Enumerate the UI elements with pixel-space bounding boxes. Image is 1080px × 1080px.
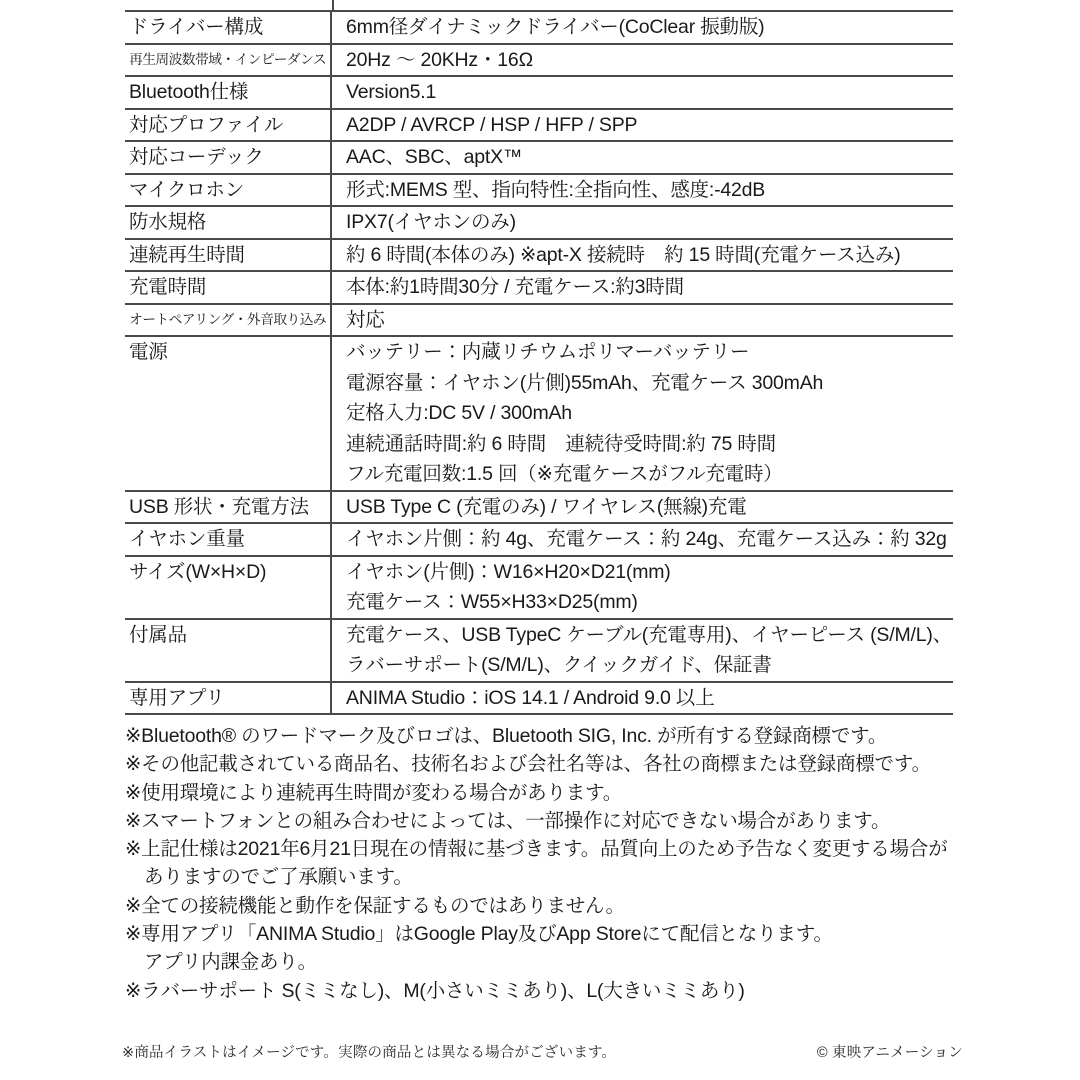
spec-label bbox=[125, 175, 332, 206]
spec-label-text: 防水規格 bbox=[129, 211, 207, 233]
footnote-text: ※全ての接続機能と動作を保証するものではありません。 bbox=[125, 894, 625, 917]
footnote-item bbox=[125, 750, 975, 778]
spec-value-line: 連続通話時間:約 6 時間 連続待受時間:約 75 時間 bbox=[346, 432, 776, 455]
spec-value-line: フル充電回数:1.5 回（※充電ケースがフル充電時） bbox=[346, 463, 783, 485]
spec-value-line: 本体:約1時間30分 / 充電ケース:約3時間 bbox=[346, 276, 684, 298]
spec-table bbox=[125, 10, 953, 715]
spec-label bbox=[125, 524, 332, 555]
spec-label-text: USB 形状・充電方法 bbox=[129, 495, 309, 518]
table-row bbox=[125, 557, 953, 620]
spec-label-text: 充電時間 bbox=[129, 276, 207, 298]
table-row bbox=[125, 337, 953, 492]
footnote-text: ※使用環境により連続再生時間が変わる場合があります。 bbox=[125, 781, 623, 804]
spec-value-line: 約 6 時間(本体のみ) ※apt-X 接続時 約 15 時間(充電ケース込み) bbox=[346, 243, 901, 266]
spec-label bbox=[125, 337, 332, 490]
footnote-item bbox=[125, 779, 975, 807]
spec-label-text: 電源 bbox=[129, 341, 168, 363]
spec-value bbox=[332, 557, 953, 618]
spec-value-line: 6mm径ダイナミックドライバー(CoClear 振動版) bbox=[346, 16, 765, 38]
spec-label bbox=[125, 557, 332, 618]
spec-value bbox=[332, 110, 953, 141]
spec-value-line: AAC、SBC、aptX™ bbox=[346, 146, 523, 168]
table-row bbox=[125, 272, 953, 305]
spec-label-text: マイクロホン bbox=[129, 178, 245, 201]
spec-value bbox=[332, 175, 953, 206]
spec-value-line: 電源容量：イヤホン(片側)55mAh、充電ケース 300mAh bbox=[346, 371, 824, 394]
spec-label bbox=[125, 110, 332, 141]
spec-label bbox=[125, 142, 332, 173]
spec-label bbox=[125, 12, 332, 43]
footnote-text: ※その他記載されている商品名、技術名および会社名等は、各社の商標または登録商標です。 bbox=[125, 753, 931, 776]
table-row bbox=[125, 207, 953, 240]
table-row bbox=[125, 305, 953, 338]
spec-label bbox=[125, 240, 332, 271]
spec-value bbox=[332, 240, 953, 271]
spec-value-line: 形式:MEMS 型、指向特性:全指向性、感度:-42dB bbox=[346, 178, 766, 201]
table-row bbox=[125, 524, 953, 557]
spec-value bbox=[332, 207, 953, 238]
spec-value bbox=[332, 524, 953, 555]
table-row bbox=[125, 683, 953, 716]
footnote-text-continued: ありますのでご了承願います。 bbox=[144, 866, 413, 889]
spec-value bbox=[332, 77, 953, 108]
spec-value-line: 20Hz ～ 20KHz・16Ω bbox=[346, 48, 533, 71]
spec-value-line: USB Type C (充電のみ) / ワイヤレス(無線)充電 bbox=[346, 495, 747, 518]
spec-value bbox=[332, 337, 953, 490]
footnote-text: ※ラバーサポート S(ミミなし)、M(小さいミミあり)、L(大きいミミあり) bbox=[125, 979, 745, 1002]
spec-value bbox=[332, 12, 953, 43]
spec-value-line: ANIMA Studio：iOS 14.1 / Android 9.0 以上 bbox=[346, 686, 715, 709]
footnote-item bbox=[125, 835, 975, 892]
spec-value-line: Version5.1 bbox=[346, 81, 437, 103]
spec-label-text: 付属品 bbox=[129, 623, 187, 646]
table-row bbox=[125, 77, 953, 110]
spec-label bbox=[125, 207, 332, 238]
footer-disclaimer: ※商品イラストはイメージです。実際の商品とは異なる場合がございます。 bbox=[122, 1045, 617, 1061]
table-row bbox=[125, 142, 953, 175]
spec-value bbox=[332, 305, 953, 336]
footnote-text-continued: アプリ内課金あり。 bbox=[144, 951, 317, 974]
footnotes bbox=[125, 722, 975, 1005]
spec-value-line: イヤホン片側：約 4g、充電ケース：約 24g、充電ケース込み：約 32g bbox=[346, 528, 947, 550]
spec-label-text: 対応プロファイル bbox=[129, 113, 284, 136]
spec-value bbox=[332, 620, 953, 681]
spec-label bbox=[125, 683, 332, 714]
footnote-text: ※Bluetooth® のワードマーク及びロゴは、Bluetooth SIG, Inc. が所有する登録商標です。 bbox=[125, 725, 888, 747]
spec-label-text: オートペアリング・外音取り込み bbox=[129, 311, 327, 327]
spec-label-text: 対応コーデック bbox=[129, 146, 264, 168]
spec-label bbox=[125, 305, 332, 336]
spec-value bbox=[332, 45, 953, 76]
table-row bbox=[125, 175, 953, 208]
footnote-text: ※上記仕様は2021年6月21日現在の情報に基づきます。品質向上のため予告なく変更する場合が bbox=[125, 838, 948, 861]
footer bbox=[122, 1041, 963, 1062]
spec-value-line: A2DP / AVRCP / HSP / HFP / SPP bbox=[346, 113, 638, 136]
spec-value bbox=[332, 492, 953, 523]
spec-value bbox=[332, 683, 953, 714]
footnote-item bbox=[125, 807, 975, 835]
spec-label bbox=[125, 492, 332, 523]
spec-label-text: サイズ(W×H×D) bbox=[129, 560, 267, 583]
spec-label-text: Bluetooth仕様 bbox=[129, 81, 249, 103]
spec-label bbox=[125, 620, 332, 681]
spec-label-text: ドライバー構成 bbox=[129, 16, 264, 38]
spec-value-line: イヤホン(片側)：W16×H20×D21(mm) bbox=[346, 560, 671, 583]
footnote-item bbox=[125, 920, 975, 977]
spec-label-text: 再生周波数帯域・インピーダンス bbox=[129, 51, 327, 67]
table-row bbox=[125, 620, 953, 683]
table-row bbox=[125, 110, 953, 143]
spec-value bbox=[332, 272, 953, 303]
spec-value-line: IPX7(イヤホンのみ) bbox=[346, 211, 516, 233]
table-row bbox=[125, 240, 953, 273]
spec-label bbox=[125, 272, 332, 303]
spec-label bbox=[125, 45, 332, 76]
spec-label bbox=[125, 77, 332, 108]
spec-value-line: 対応 bbox=[346, 308, 385, 331]
spec-value-line: 充電ケース：W55×H33×D25(mm) bbox=[346, 591, 638, 613]
spec-label-text: イヤホン重量 bbox=[129, 528, 245, 550]
table-row bbox=[125, 12, 953, 45]
spec-label-text: 専用アプリ bbox=[129, 686, 225, 709]
table-row bbox=[125, 45, 953, 78]
spec-value-line: ラバーサポート(S/M/L)、クイックガイド、保証書 bbox=[346, 654, 772, 676]
table-row bbox=[125, 492, 953, 525]
footnote-item bbox=[125, 977, 975, 1005]
spec-value bbox=[332, 142, 953, 173]
spec-value-line: 充電ケース、USB TypeC ケーブル(充電専用)、イヤーピース (S/M/L)、 bbox=[346, 623, 952, 646]
footnote-text: ※スマートフォンとの組み合わせによっては、一部操作に対応できない場合があります。 bbox=[125, 809, 891, 832]
spec-value-line: バッテリー：内蔵リチウムポリマーバッテリー bbox=[346, 341, 750, 363]
footnote-item bbox=[125, 722, 975, 750]
footer-copyright: © 東映アニメーション bbox=[816, 1045, 963, 1061]
spec-label-text: 連続再生時間 bbox=[129, 243, 245, 266]
footnote-item bbox=[125, 892, 975, 920]
footnote-text: ※専用アプリ「ANIMA Studio」はGoogle Play及びApp Storeにて配信となります。 bbox=[125, 923, 833, 946]
spec-value-line: 定格入力:DC 5V / 300mAh bbox=[346, 402, 572, 424]
